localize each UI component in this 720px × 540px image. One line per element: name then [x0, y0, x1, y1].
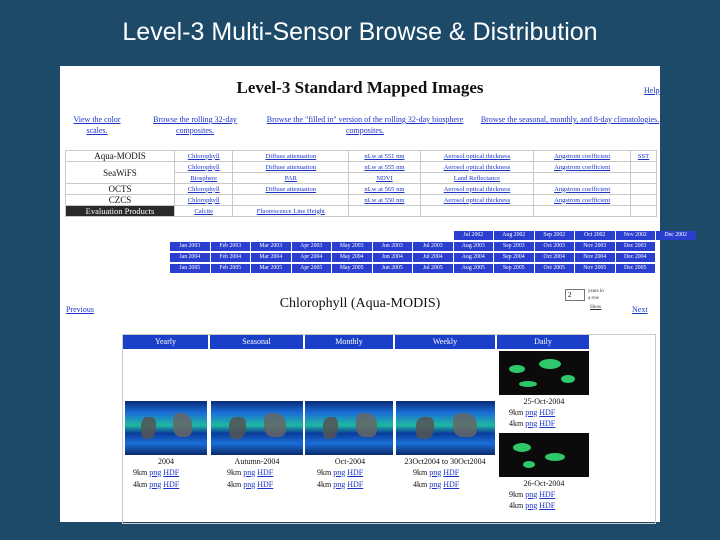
png-link[interactable]: png	[429, 480, 442, 489]
date-link[interactable]: Nov 2003	[575, 242, 615, 251]
date-link[interactable]: Aug 2002	[494, 231, 534, 240]
png-link[interactable]: png	[525, 490, 538, 499]
color-scales-link[interactable]: View the color scales.	[73, 115, 121, 135]
hdf-link[interactable]: HDF	[347, 480, 364, 489]
hdf-link[interactable]: HDF	[539, 408, 556, 417]
sensor-name: Evaluation Products	[66, 206, 175, 217]
product-link[interactable]: Fluorescence Line Height	[233, 206, 349, 217]
date-link[interactable]: Feb 2004	[211, 253, 251, 262]
product-link[interactable]: Chlorophyll	[175, 184, 233, 195]
png-link[interactable]: png	[525, 501, 538, 510]
date-link[interactable]: Oct 2002	[575, 231, 615, 240]
hdf-link[interactable]: HDF	[163, 480, 180, 489]
years-label: years in	[588, 289, 604, 294]
table-row	[66, 195, 657, 206]
hdf-link[interactable]: HDF	[443, 468, 460, 477]
yearly-res-9km	[133, 468, 179, 477]
climatologies-link[interactable]: Browse the seasonal, monthly, and 8-day climatologies.	[480, 115, 660, 124]
monthly-res-9km	[317, 468, 363, 477]
res-label: 9km	[509, 408, 524, 417]
daily-res-9km	[509, 490, 555, 499]
product-link[interactable]: Chlorophyll	[175, 151, 233, 162]
date-link[interactable]: Apr 2004	[292, 253, 332, 262]
caption-weekly: 23Oct2004 to 30Oct2004	[404, 457, 486, 466]
png-link[interactable]: png	[149, 480, 162, 489]
date-link[interactable]: Dec 2002	[656, 231, 696, 240]
date-link[interactable]: May 2003	[332, 242, 372, 251]
date-link[interactable]: Sep 2005	[494, 264, 534, 273]
sensor-name: OCTS	[66, 184, 175, 195]
seasonal-map-image[interactable]	[211, 401, 303, 455]
empty-cell	[631, 173, 657, 184]
date-link[interactable]: Jun 2003	[373, 242, 413, 251]
date-link[interactable]: Jan 2003	[170, 242, 210, 251]
product-link[interactable]: Aerosol optical thickness	[420, 195, 534, 206]
hdf-link[interactable]: HDF	[539, 490, 556, 499]
yearly-res-4km	[133, 480, 179, 489]
seasonal-res-4km	[227, 480, 273, 489]
res-label: 4km	[227, 480, 242, 489]
page-title: Level-3 Standard Mapped Images	[236, 78, 484, 97]
weekly-map-image[interactable]	[396, 401, 495, 455]
caption-seasonal: Autumn-2004	[234, 457, 280, 466]
date-link[interactable]: Dec 2005	[616, 264, 656, 273]
date-link[interactable]: Aug 2005	[454, 264, 494, 273]
date-link[interactable]: Feb 2005	[211, 264, 251, 273]
product-subtitle: Chlorophyll (Aqua-MODIS)	[279, 296, 441, 311]
product-link[interactable]: Aerosol optical thickness	[420, 162, 534, 173]
sensor-name: CZCS	[66, 195, 175, 206]
date-link[interactable]: Oct 2003	[535, 242, 575, 251]
hdf-link[interactable]: HDF	[257, 480, 274, 489]
product-link[interactable]: Angstrom coefficient	[534, 195, 631, 206]
png-link[interactable]: png	[333, 480, 346, 489]
product-link[interactable]: nLw at 555 nm	[349, 162, 420, 173]
product-link[interactable]: Diffuse attenuation	[233, 184, 349, 195]
product-link[interactable]: Diffuse attenuation	[233, 151, 349, 162]
res-label: 4km	[413, 480, 428, 489]
date-link[interactable]: Jul 2004	[413, 253, 453, 262]
product-link[interactable]: Aerosol optical thickness	[420, 151, 534, 162]
empty-cell	[631, 195, 657, 206]
next-link[interactable]: Next	[632, 305, 648, 314]
table-row	[66, 151, 657, 162]
date-link[interactable]: Dec 2004	[616, 253, 656, 262]
date-link[interactable]: Aug 2003	[454, 242, 494, 251]
date-link[interactable]: Mar 2004	[251, 253, 291, 262]
date-link[interactable]: Oct 2005	[535, 264, 575, 273]
product-link[interactable]: Diffuse attenuation	[233, 162, 349, 173]
monthly-res-4km	[317, 480, 363, 489]
years-input[interactable]: 2	[565, 289, 585, 301]
product-link[interactable]: NDVI	[349, 173, 420, 184]
empty-cell	[631, 162, 657, 173]
tab-monthly[interactable]: Monthly	[305, 335, 393, 349]
date-link[interactable]: Oct 2004	[535, 253, 575, 262]
png-link[interactable]: png	[243, 480, 256, 489]
product-table	[65, 150, 657, 217]
product-link[interactable]: Aerosol optical thickness	[420, 184, 534, 195]
res-label: 9km	[413, 468, 428, 477]
daily-date: 26-Oct-2004	[523, 479, 565, 488]
hdf-link[interactable]: HDF	[163, 468, 180, 477]
date-link[interactable]: Feb 2003	[211, 242, 251, 251]
help-link[interactable]: Help	[644, 86, 660, 95]
product-link[interactable]: Angstrom coefficient	[534, 162, 631, 173]
product-link[interactable]: SST	[631, 151, 657, 162]
empty-cell	[233, 195, 349, 206]
date-link[interactable]: Jan 2005	[170, 264, 210, 273]
table-row	[66, 206, 657, 217]
tab-weekly[interactable]: Weekly	[395, 335, 495, 349]
date-grid	[170, 231, 687, 275]
res-label: 4km	[317, 480, 332, 489]
date-link[interactable]: Sep 2004	[494, 253, 534, 262]
empty-cell	[534, 206, 631, 217]
date-link[interactable]: Mar 2005	[251, 264, 291, 273]
png-link[interactable]: png	[525, 419, 538, 428]
png-link[interactable]: png	[243, 468, 256, 477]
table-row	[66, 184, 657, 195]
empty-cell	[349, 206, 420, 217]
show-button[interactable]: Show	[590, 305, 602, 310]
res-label: 4km	[509, 419, 524, 428]
date-link[interactable]: Jul 2005	[413, 264, 453, 273]
product-link[interactable]: Calcite	[175, 206, 233, 217]
res-label: 4km	[133, 480, 148, 489]
empty-cell	[631, 206, 657, 217]
empty-cell	[420, 206, 534, 217]
daily-res-4km	[509, 419, 555, 428]
browse-grid	[122, 334, 656, 524]
date-link[interactable]: Apr 2005	[292, 264, 332, 273]
png-link[interactable]: png	[525, 408, 538, 417]
daily-map-image[interactable]	[499, 433, 589, 477]
date-link[interactable]: Sep 2003	[494, 242, 534, 251]
product-link[interactable]: Angstrom coefficient	[534, 184, 631, 195]
product-link[interactable]: nLw at 550 nm	[349, 195, 420, 206]
date-link[interactable]: Jul 2002	[454, 231, 494, 240]
date-link[interactable]: Mar 2003	[251, 242, 291, 251]
empty-cell	[631, 184, 657, 195]
weekly-res-4km	[413, 480, 459, 489]
date-link[interactable]: May 2004	[332, 253, 372, 262]
table-row	[66, 162, 657, 173]
product-link[interactable]: PAR	[233, 173, 349, 184]
yearly-map-image[interactable]	[125, 401, 207, 455]
daily-res-9km	[509, 408, 555, 417]
res-label: 9km	[133, 468, 148, 477]
res-label: 9km	[509, 490, 524, 499]
hdf-link[interactable]: HDF	[443, 480, 460, 489]
tab-yearly[interactable]: Yearly	[123, 335, 208, 349]
tab-daily[interactable]: Daily	[497, 335, 589, 349]
sensor-name: SeaWiFS	[66, 162, 175, 184]
png-link[interactable]: png	[149, 468, 162, 477]
hdf-link[interactable]: HDF	[539, 501, 556, 510]
date-link[interactable]: Jun 2004	[373, 253, 413, 262]
date-link[interactable]: Dec 2003	[616, 242, 656, 251]
res-label: 4km	[509, 501, 524, 510]
date-link[interactable]: Nov 2004	[575, 253, 615, 262]
previous-link[interactable]: Previous	[66, 305, 94, 314]
hdf-link[interactable]: HDF	[347, 468, 364, 477]
product-link[interactable]: nLw at 565 nm	[349, 184, 420, 195]
daily-res-4km	[509, 501, 555, 510]
seasonal-res-9km	[227, 468, 273, 477]
res-label: 9km	[227, 468, 242, 477]
product-link[interactable]: Chlorophyll	[175, 162, 233, 173]
date-link[interactable]: Jan 2004	[170, 253, 210, 262]
date-link[interactable]: Jun 2005	[373, 264, 413, 273]
empty-cell	[534, 173, 631, 184]
product-link[interactable]: Land Reflectance	[420, 173, 534, 184]
date-link[interactable]: Jul 2003	[413, 242, 453, 251]
monthly-map-image[interactable]	[305, 401, 393, 455]
date-link[interactable]: Nov 2005	[575, 264, 615, 273]
slide-title: Level-3 Multi-Sensor Browse & Distribution	[122, 18, 598, 46]
png-link[interactable]: png	[333, 468, 346, 477]
product-link[interactable]: Angstrom coefficient	[534, 151, 631, 162]
daily-date: 25-Oct-2004	[523, 397, 565, 406]
date-link[interactable]: Nov 2002	[616, 231, 656, 240]
hdf-link[interactable]: HDF	[539, 419, 556, 428]
date-link[interactable]: May 2005	[332, 264, 372, 273]
browser-screenshot	[60, 66, 687, 522]
weekly-res-9km	[413, 468, 459, 477]
rolling-composites-link[interactable]: Browse the rolling 32-day composites.	[153, 115, 237, 135]
biosphere-composites-link[interactable]: Browse the "filled in" version of the rolling 32-day biosphere composites.	[266, 115, 464, 135]
date-link[interactable]: Sep 2002	[535, 231, 575, 240]
years-label-2: a row	[588, 296, 600, 301]
res-label: 9km	[317, 468, 332, 477]
daily-map-image[interactable]	[499, 351, 589, 395]
sensor-name: Aqua-MODIS	[66, 151, 175, 162]
date-link[interactable]: Apr 2003	[292, 242, 332, 251]
date-link[interactable]: Aug 2004	[454, 253, 494, 262]
product-link[interactable]: Biosphere	[175, 173, 233, 184]
tab-seasonal[interactable]: Seasonal	[210, 335, 303, 349]
png-link[interactable]: png	[429, 468, 442, 477]
caption-monthly: Oct-2004	[334, 457, 366, 466]
product-link[interactable]: nLw at 551 nm	[349, 151, 420, 162]
product-link[interactable]: Chlorophyll	[175, 195, 233, 206]
hdf-link[interactable]: HDF	[257, 468, 274, 477]
caption-yearly: 2004	[158, 457, 174, 466]
